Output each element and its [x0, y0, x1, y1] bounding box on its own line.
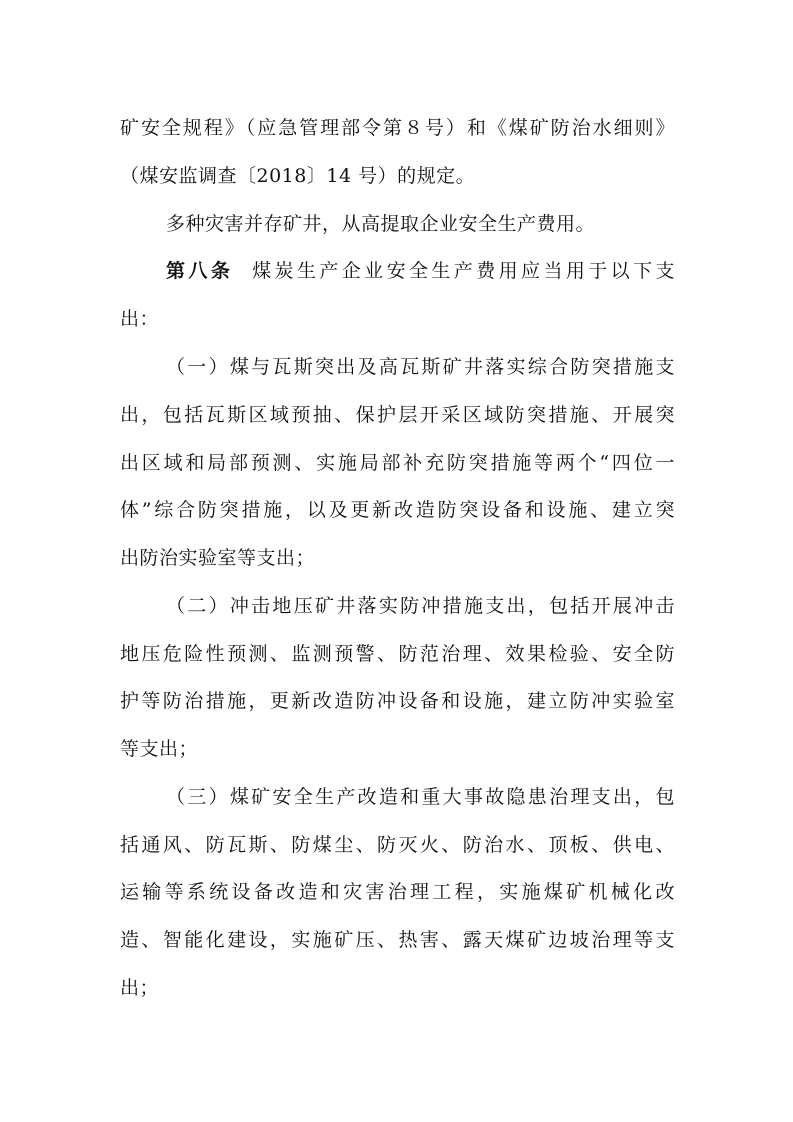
prev-paragraph-line-2: （煤安监调查〔2018〕14 号）的规定。 — [120, 165, 476, 187]
item-3-line-1: （三）煤矿安全生产改造和重大事故隐患治理支出，包 — [166, 786, 675, 808]
item-3-line-5: 出； — [120, 977, 160, 999]
item-1-line-1: （一）煤与瓦斯突出及高瓦斯矿井落实综合防突措施支 — [166, 356, 675, 378]
prev-paragraph-line-1: 矿安全规程》（应急管理部令第８号）和《煤矿防治水细则》 — [120, 117, 675, 139]
item-2-line-3: 护等防治措施，更新改造防冲设备和设施，建立防冲实验室 — [120, 690, 675, 712]
item-3-line-2: 括通风、防瓦斯、防煤尘、防灭火、防治水、顶板、供电、 — [120, 834, 675, 856]
item-1-line-4: 体”综合防突措施，以及更新改造防突设备和设施、建立突 — [120, 499, 675, 521]
article-8-text: 煤炭生产企业安全生产费用应当用于以下支 — [252, 260, 675, 282]
item-2-line-4: 等支出； — [120, 738, 199, 760]
item-2-line-2: 地压危险性预测、监测预警、防范治理、效果检验、安全防 — [120, 643, 675, 665]
item-1-line-5: 出防治实验室等支出； — [120, 547, 316, 569]
item-1-line-2: 出，包括瓦斯区域预抽、保护层开采区域防突措施、开展突 — [120, 404, 675, 426]
item-2-line-1: （二）冲击地压矿井落实防冲措施支出，包括开展冲击 — [166, 595, 675, 617]
article-8-line-2: 出： — [120, 308, 160, 330]
multi-hazard-paragraph: 多种灾害并存矿井，从高提取企业安全生产费用。 — [166, 213, 596, 235]
item-3-line-3: 运输等系统设备改造和灾害治理工程，实施煤矿机械化改 — [120, 881, 675, 903]
item-3-line-4: 造、智能化建设，实施矿压、热害、露天煤矿边坡治理等支 — [120, 929, 675, 951]
article-8-heading: 第八条 — [166, 260, 234, 282]
item-1-line-3: 出区域和局部预测、实施局部补充防突措施等两个“四位一 — [120, 452, 675, 474]
